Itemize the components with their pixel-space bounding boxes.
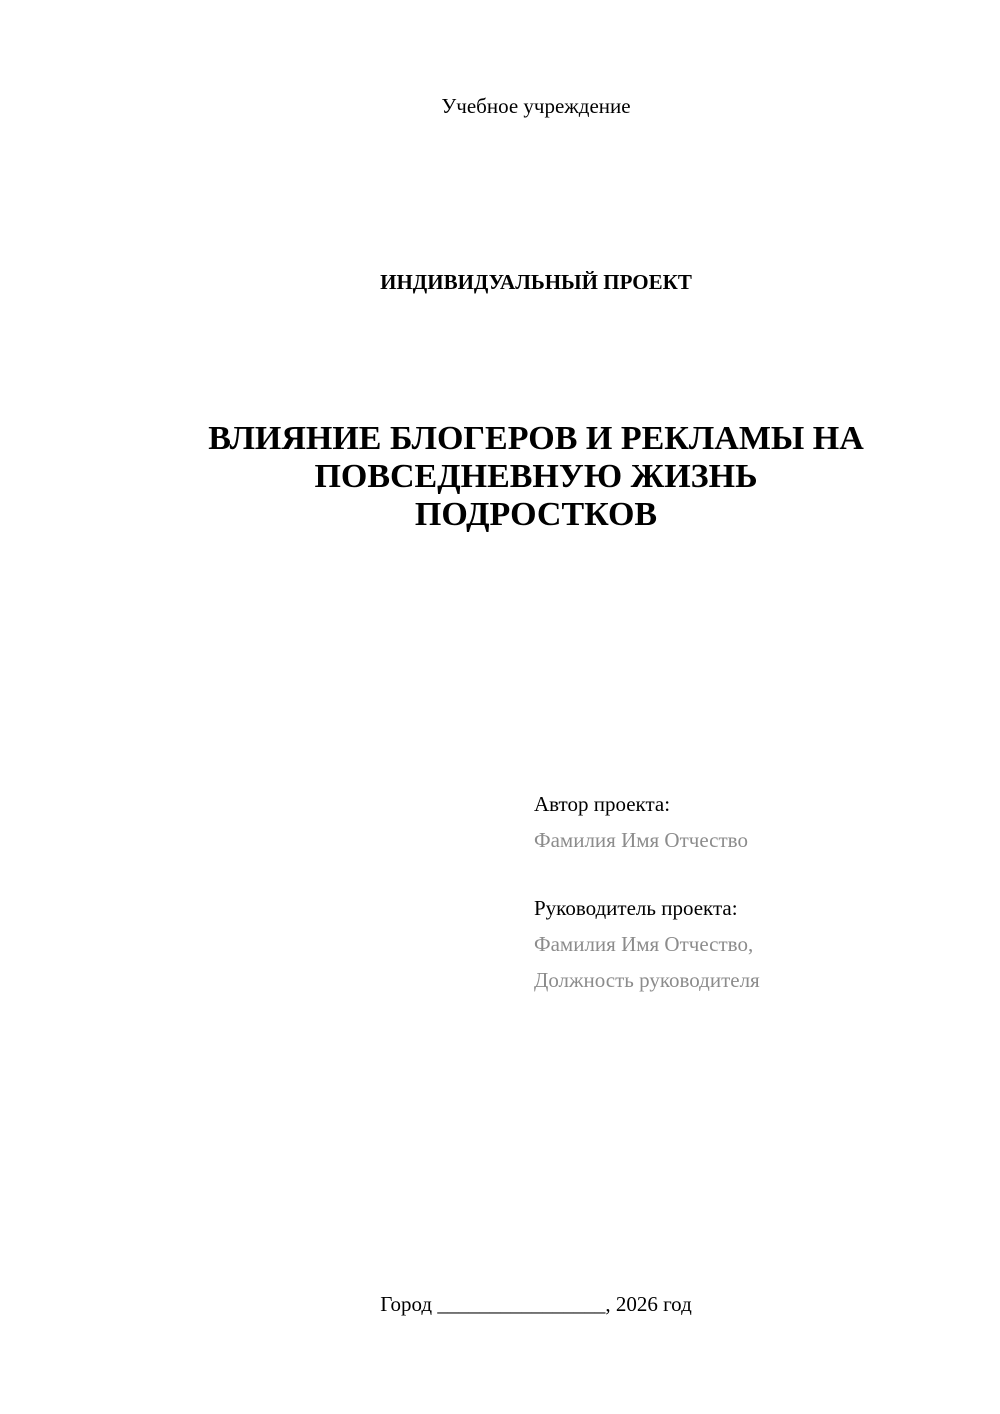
project-title — [100, 420, 972, 534]
author-block — [534, 786, 974, 858]
project-title-line: ВЛИЯНИЕ БЛОГЕРОВ И РЕКЛАМЫ НА — [208, 420, 864, 457]
project-title-line: ПОВСЕДНЕВНУЮ ЖИЗНЬ — [314, 458, 758, 495]
document-type-heading: ИНДИВИДУАЛЬНЫЙ ПРОЕКТ — [380, 270, 692, 294]
supervisor-label: Руководитель проекта: — [534, 896, 738, 920]
author-label: Автор проекта: — [534, 792, 671, 816]
supervisor-block — [534, 890, 974, 998]
supervisor-name: Фамилия Имя Отчество, — [534, 932, 754, 956]
project-title-line: ПОДРОСТКОВ — [414, 496, 658, 533]
institution-name: Учебное учреждение — [441, 94, 631, 118]
author-name: Фамилия Имя Отчество — [534, 828, 748, 852]
city-year-line: Город ________________, 2026 год — [380, 1292, 692, 1316]
supervisor-position: Должность руководителя — [534, 968, 760, 992]
